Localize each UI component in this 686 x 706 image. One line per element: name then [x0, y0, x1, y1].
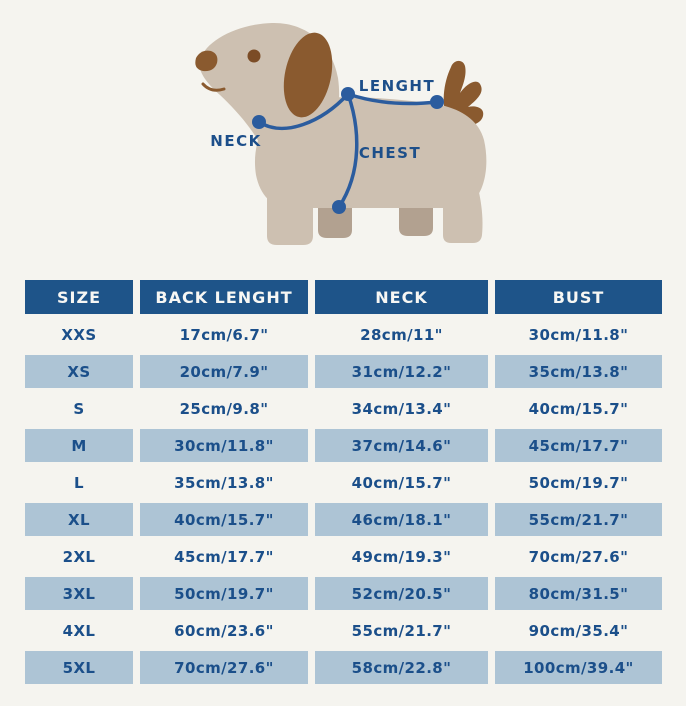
- measurement-cell: 60cm/23.6": [174, 621, 274, 640]
- measurement-cell: 37cm/14.6": [315, 429, 488, 462]
- header-neck: NECK: [315, 280, 488, 314]
- measurement-cell: 80cm/31.5": [495, 577, 662, 610]
- chest-label: CHEST: [358, 144, 422, 162]
- measurement-cell: 90cm/35.4": [528, 621, 629, 640]
- measurement-cell: 100cm/39.4": [495, 651, 662, 684]
- header-back-length: BACK LENGHT: [140, 280, 308, 314]
- measurement-cell: 46cm/18.1": [315, 503, 488, 536]
- measurement-cell: 40cm/15.7": [140, 503, 308, 536]
- measurement-cell: 30cm/11.8": [140, 429, 308, 462]
- size-cell: XXS: [61, 325, 97, 344]
- chest-dot: [332, 200, 346, 214]
- header-bust: BUST: [495, 280, 662, 314]
- measurement-cell: 55cm/21.7": [351, 621, 452, 640]
- measurement-cell: 20cm/7.9": [140, 355, 308, 388]
- measurement-cell: 34cm/13.4": [351, 399, 452, 418]
- size-cell: XS: [25, 355, 133, 388]
- dog-front-leg: [267, 172, 313, 245]
- size-cell: M: [25, 429, 133, 462]
- size-cell: S: [73, 399, 85, 418]
- measurement-cell: 45cm/17.7": [174, 547, 274, 566]
- dog-eye: [248, 50, 261, 63]
- measurement-cell: 17cm/6.7": [179, 325, 269, 344]
- measurement-cell: 25cm/9.8": [179, 399, 269, 418]
- measurement-cell: 28cm/11": [360, 325, 443, 344]
- measurement-cell: 40cm/15.7": [351, 473, 452, 492]
- measurement-cell: 49cm/19.3": [351, 547, 452, 566]
- neck-label: NECK: [210, 132, 262, 150]
- tail-dot: [430, 95, 444, 109]
- measurement-cell: 30cm/11.8": [528, 325, 629, 344]
- size-table: [25, 280, 662, 684]
- measurement-cell: 70cm/27.6": [140, 651, 308, 684]
- measurement-cell: 31cm/12.2": [315, 355, 488, 388]
- measurement-cell: 70cm/27.6": [528, 547, 629, 566]
- dog-measurement-diagram: [0, 0, 686, 278]
- measurement-cell: 50cm/19.7": [140, 577, 308, 610]
- size-cell: L: [74, 473, 84, 492]
- measurement-cell: 50cm/19.7": [528, 473, 629, 492]
- size-cell: 2XL: [62, 547, 96, 566]
- header-size: SIZE: [25, 280, 133, 314]
- measurement-cell: 58cm/22.8": [315, 651, 488, 684]
- measurement-cell: 52cm/20.5": [315, 577, 488, 610]
- measurement-cell: 35cm/13.8": [495, 355, 662, 388]
- size-cell: 5XL: [25, 651, 133, 684]
- measurement-cell: 35cm/13.8": [174, 473, 274, 492]
- neck-dot: [252, 115, 266, 129]
- size-cell: XL: [25, 503, 133, 536]
- size-cell: 3XL: [25, 577, 133, 610]
- measurement-cell: 55cm/21.7": [495, 503, 662, 536]
- length-label: LENGHT: [358, 77, 436, 95]
- shoulder-dot: [341, 87, 355, 101]
- measurement-cell: 40cm/15.7": [528, 399, 629, 418]
- measurement-cell: 45cm/17.7": [495, 429, 662, 462]
- size-cell: 4XL: [62, 621, 96, 640]
